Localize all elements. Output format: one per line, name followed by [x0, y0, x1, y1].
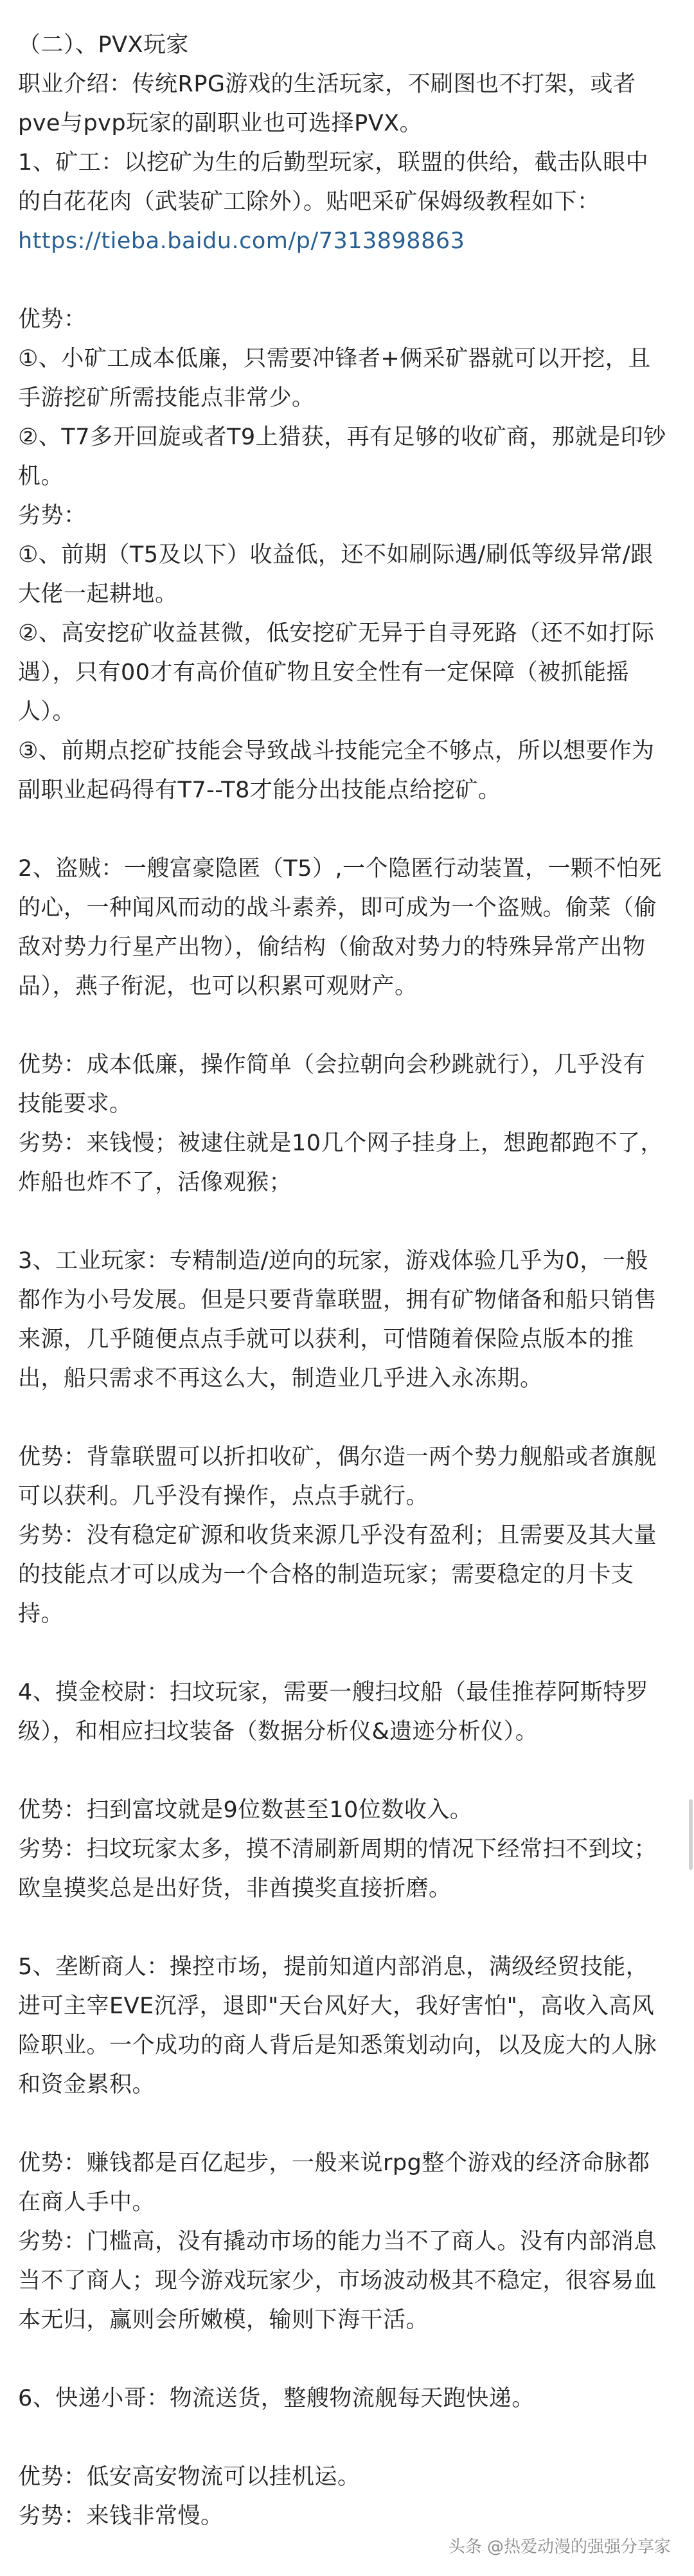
- industry-pros: 优势：背靠联盟可以折扣收矿，偶尔造一两个势力舰船或者旗舰可以获利。几乎没有操作，点点手就行。: [18, 1444, 657, 1509]
- courier-cons: 劣势：来钱非常慢。: [18, 2503, 224, 2529]
- scrollbar[interactable]: [688, 0, 694, 2576]
- blank-line: [18, 1752, 667, 1791]
- article-body: [18, 26, 667, 2536]
- thief-paragraph: 2、盗贼：一艘富豪隐匿（T5）,一个隐匿行动装置，一颗不怕死的心，一种闻风而动的战斗素养，即可成为一个盗贼。偷菜（偷敌对势力行星产出物），偷结构（偷敌对势力的特殊异常产出物品），燕子衔泥，也可以积累可观财产。: [18, 856, 663, 999]
- merchant-cons: 劣势：门槛高，没有撬动市场的能力当不了商人。没有内部消息当不了商人；现今游戏玩家少，市场波动极其不稳定，很容易血本无归，赢则会所嫩模，输则下海干活。: [18, 2229, 657, 2333]
- miner-desc: 1、矿工：以挖矿为生的后勤型玩家，联盟的供给，截击队眼中的白花花肉（武装矿工除外）。贴吧采矿保姆级教程如下：: [18, 150, 649, 215]
- tomb-pros: 优势：扫到富坟就是9位数甚至10位数收入。: [18, 1797, 473, 1823]
- miner-paragraph: [18, 143, 667, 261]
- industry-paragraph: 3、工业玩家：专精制造/逆向的玩家，游戏体验几乎为0，一般都作为小号发展。但是只要背靠联盟，拥有矿物储备和船只销售来源，几乎随便点点手就可以获利，可惜随着保险点版本的推出，船只需求不再这么大，制造业几乎进入永冻期。: [18, 1248, 657, 1392]
- intro-paragraph: 职业介绍：传统RPG游戏的生活玩家，不刷图也不打架，或者pve与pvp玩家的副职业也可选择PVX。: [18, 71, 636, 136]
- blank-line: [18, 1634, 667, 1673]
- miner-pros-label: 优势：: [18, 307, 87, 332]
- blank-line: [18, 1399, 667, 1438]
- blank-line: [18, 1909, 667, 1948]
- section-heading: （二）、PVX玩家: [18, 32, 190, 58]
- miner-cons-label: 劣势：: [18, 503, 87, 529]
- merchant-pros: 优势：赚钱都是百亿起步，一般来说rpg整个游戏的经济命脉都在商人手中。: [18, 2150, 650, 2215]
- miner-cons-item-3: ③、前期点挖矿技能会导致战斗技能完全不够点，所以想要作为副职业起码得有T7--T8才能分出技能点给挖矿。: [18, 738, 655, 803]
- tomb-paragraph: 4、摸金校尉：扫坟玩家，需要一艘扫坟船（最佳推荐阿斯特罗级），和相应扫坟装备（数据分析仪&遗迹分析仪）。: [18, 1680, 649, 1745]
- blank-line: [18, 2418, 667, 2458]
- courier-paragraph: 6、快递小哥：物流送货，整艘物流舰每天跑快递。: [18, 2386, 535, 2411]
- miner-cons-item-2: ②、高安挖矿收益甚微，低安挖矿无异于自寻死路（还不如打际遇），只有00才有高价值矿物且安全性有一定保障（被抓能摇人）。: [18, 621, 655, 725]
- blank-line: [18, 2340, 667, 2379]
- blank-line: [18, 2105, 667, 2144]
- miner-cons-item-1: ①、前期（T5及以下）收益低，还不如刷际遇/刷低等级异常/跟大佬一起耕地。: [18, 542, 654, 607]
- thief-cons: 劣势：来钱慢；被逮住就是10几个网子挂身上，想跑都跑不了，炸船也炸不了，活像观猴；: [18, 1130, 664, 1195]
- industry-cons: 劣势：没有稳定矿源和收货来源几乎没有盈利；且需要及其大量的技能点才可以成为一个合格的制造玩家；需要稳定的月卡支持。: [18, 1523, 657, 1627]
- courier-pros: 优势：低安高安物流可以挂机运。: [18, 2464, 360, 2490]
- tomb-cons: 劣势：扫坟玩家太多，摸不清刷新周期的情况下经常扫不到坟；欧皇摸奖总是出好货，非酋摸奖直接折磨。: [18, 1837, 657, 1901]
- tutorial-link[interactable]: https://tieba.baidu.com/p/7313898863: [18, 228, 465, 254]
- blank-line: [18, 810, 667, 849]
- blank-line: [18, 1202, 667, 1242]
- scrollbar-thumb[interactable]: [689, 1799, 693, 1870]
- thief-pros: 优势：成本低廉，操作简单（会拉朝向会秒跳就行），几乎没有技能要求。: [18, 1052, 646, 1117]
- blank-line: [18, 261, 667, 300]
- source-watermark: 头条 @热爱动漫的强强分享家: [448, 2537, 671, 2557]
- miner-pros-item-2: ②、T7多开回旋或者T9上猎获，再有足够的收矿商，那就是印钞机。: [18, 424, 666, 489]
- miner-pros-item-1: ①、小矿工成本低廉，只需要冲锋者+俩采矿器就可以开挖，且手游挖矿所需技能点非常少。: [18, 346, 651, 411]
- blank-line: [18, 1006, 667, 1046]
- merchant-paragraph: 5、垄断商人：操控市场，提前知道内部消息，满级经贸技能，进可主宰EVE沉浮，退即"天台风好大，我好害怕"，高收入高风险职业。一个成功的商人背后是知悉策划动向，以及庞大的人脉和资金累积。: [18, 1954, 657, 2098]
